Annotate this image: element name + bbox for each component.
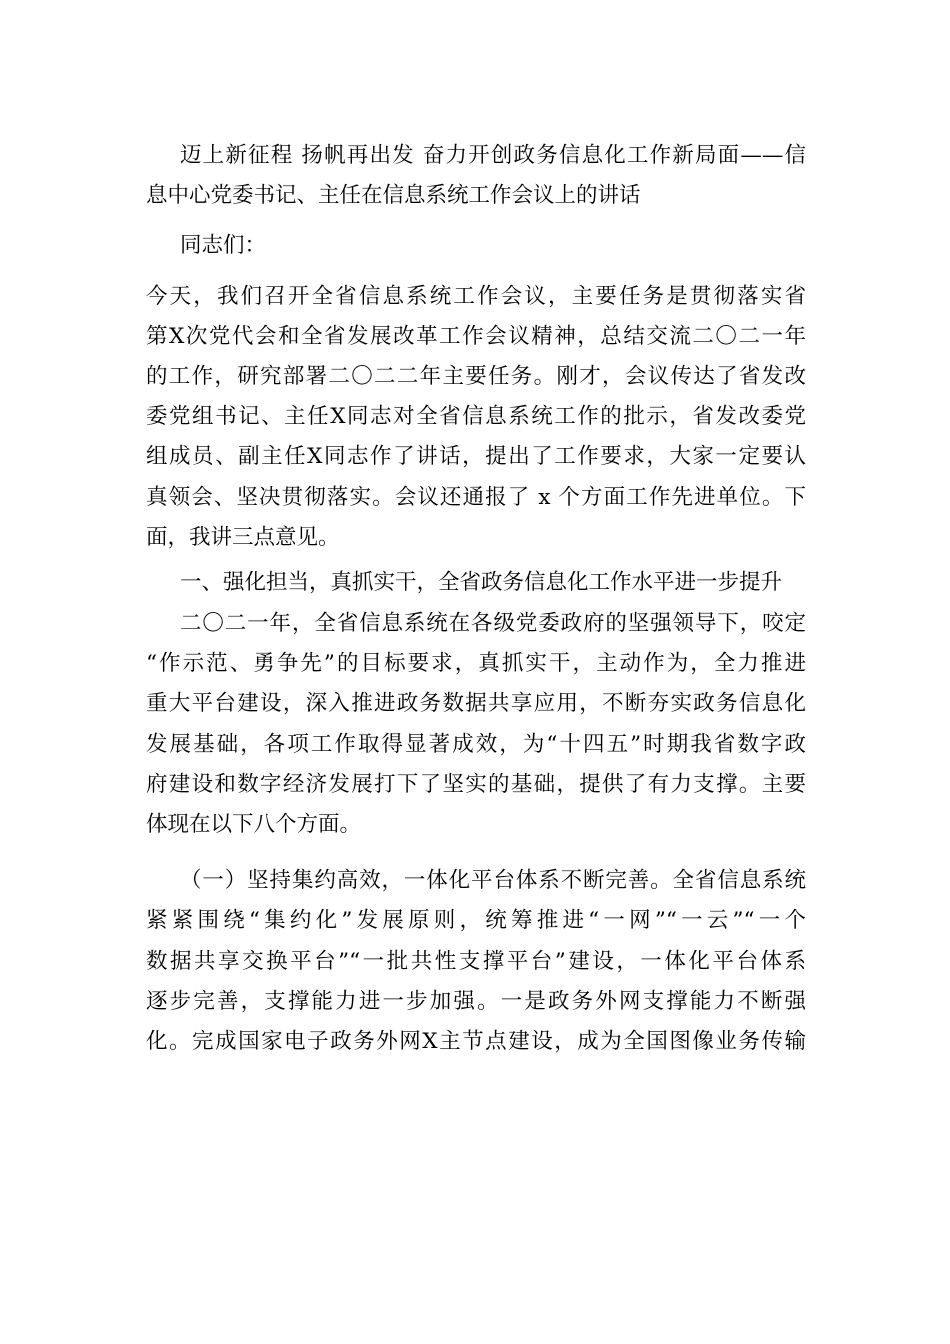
- paragraph-line: 逐步完善，支撑能力进一步加强。一是政务外网支撑能力不断强: [146, 988, 806, 1014]
- paragraph-line: 二〇二一年，全省信息系统在各级党委政府的坚强领导下，咬定: [180, 611, 806, 637]
- section-heading: [146, 563, 806, 603]
- paragraph-line: 体现在以下八个方面。: [146, 812, 362, 837]
- paragraph-line: 发展基础，各项工作取得显著成效，为“十四五”时期我省数字政: [146, 731, 806, 757]
- paragraph-line: 府建设和数字经济发展打下了坚实的基础，提供了有力支撑。主要: [146, 771, 806, 797]
- paragraph-line: 第Ⅹ次党代会和全省发展改革工作会议精神，总结交流二〇二一年: [146, 323, 806, 349]
- paragraph-line: 化。完成国家电子政务外网Ⅹ主节点建设，成为全国图像业务传输: [146, 1028, 806, 1054]
- paragraph-line: 的工作，研究部署二〇二二年主要任务。刚才，会议传达了省发改: [146, 363, 806, 389]
- paragraph-line: 紧紧围绕“集约化”发展原则，统筹推进“一网”“一云”“一个: [146, 908, 806, 934]
- paragraph-line: （一）坚持集约高效，一体化平台体系不断完善。全省信息系统: [180, 868, 806, 894]
- document-title: [146, 136, 806, 216]
- paragraph-line: 委党组书记、主任Ⅹ同志对全省信息系统工作的批示，省发改委党: [146, 404, 806, 430]
- paragraph-line: 重大平台建设，深入推进政务数据共享应用，不断夯实政务信息化: [146, 691, 806, 717]
- paragraph-line: “作示范、勇争先”的目标要求，真抓实干，主动作为，全力推进: [146, 651, 806, 677]
- paragraph-subsection-one: [146, 861, 806, 1062]
- paragraph-line: 今天，我们召开全省信息系统工作会议，主要任务是贯彻落实省: [146, 283, 806, 309]
- title-line: 迈上新征程 扬帆再出发 奋力开创政务信息化工作新局面——信: [180, 143, 806, 168]
- salutation: [146, 226, 806, 266]
- paragraph-line: 面，我讲三点意见。: [146, 524, 340, 550]
- document-body: [146, 136, 806, 1062]
- salutation-line: 同志们：: [180, 233, 267, 259]
- paragraph-line: 数据共享交换平台”“一批共性支撑平台”建设，一体化平台体系: [146, 948, 806, 974]
- paragraph-line: 真领会、坚决贯彻落实。会议还通报了 x 个方面工作先进单位。下: [146, 484, 806, 510]
- paragraph-opening: [146, 277, 806, 558]
- paragraph-line: 组成员、副主任Ⅹ同志作了讲话，提出了工作要求，大家一定要认: [146, 444, 806, 470]
- title-line: 息中心党委书记、主任在信息系统工作会议上的讲话: [146, 183, 641, 209]
- paragraph-section-one: [146, 604, 806, 845]
- heading-line: 一、强化担当，真抓实干，全省政务信息化工作水平进一步提升: [180, 569, 783, 595]
